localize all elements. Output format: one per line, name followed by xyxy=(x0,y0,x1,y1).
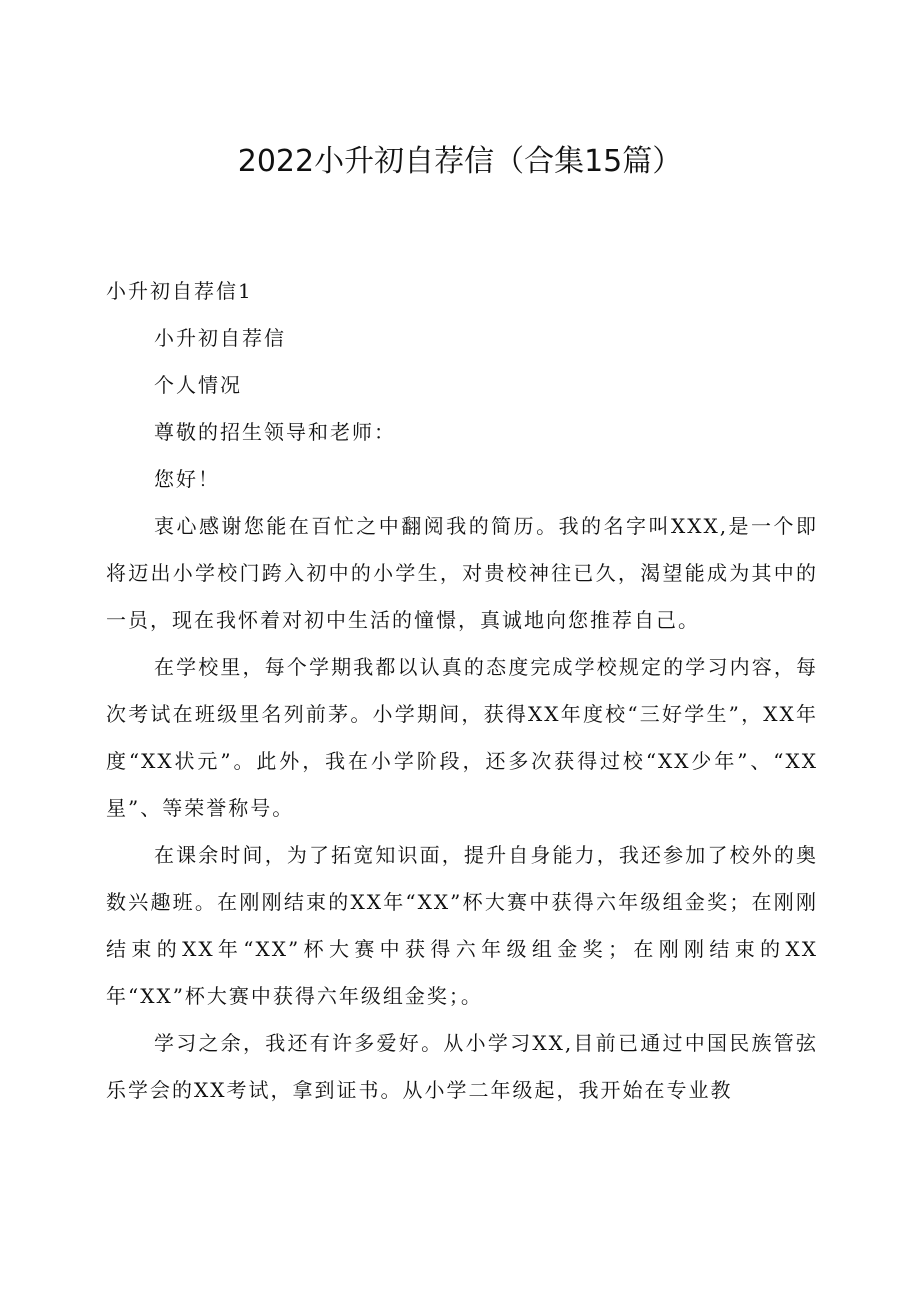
greeting: 您好！ xyxy=(154,467,220,491)
paragraph-hobbies: 学习之余，我还有许多爱好。从小学习XX,目前已通过中国民族管弦乐学会的XX考试，拿到证书。从小学二年级起，我开始在专业教 xyxy=(106,1031,818,1102)
document-body xyxy=(106,268,818,1114)
salutation: 尊敬的招生领导和老师： xyxy=(154,420,396,444)
document-title: 2022小升初自荐信（合集15篇） xyxy=(237,144,683,179)
letter-title: 小升初自荐信 xyxy=(154,326,286,350)
paragraph-intro: 衷心感谢您能在百忙之中翻阅我的简历。我的名字叫XXX,是一个即将迈出小学校门跨入初中的小学生，对贵校神往已久，渴望能成为其中的一员，现在我怀着对初中生活的憧憬，真诚地向您推荐自己。 xyxy=(106,514,818,632)
paragraph-extracurricular: 在课余时间，为了拓宽知识面，提升自身能力，我还参加了校外的奥数兴趣班。在刚刚结束的XX年“XX”杯大赛中获得六年级组金奖；在刚刚结束的XX年“XX”杯大赛中获得六年级组金奖；在刚刚结束的XX年“XX”杯大赛中获得六年级组金奖；。 xyxy=(106,843,818,1008)
section-heading: 小升初自荐信1 xyxy=(106,279,253,303)
subheading-personal-info: 个人情况 xyxy=(154,373,242,397)
paragraph-school-performance: 在学校里，每个学期我都以认真的态度完成学校规定的学习内容，每次考试在班级里名列前茅。小学期间，获得XX年度校“三好学生”，XX年度“XX状元”。此外，我在小学阶段，还多次获得过校“XX少年”、“XX星”、等荣誉称号。 xyxy=(106,655,818,820)
